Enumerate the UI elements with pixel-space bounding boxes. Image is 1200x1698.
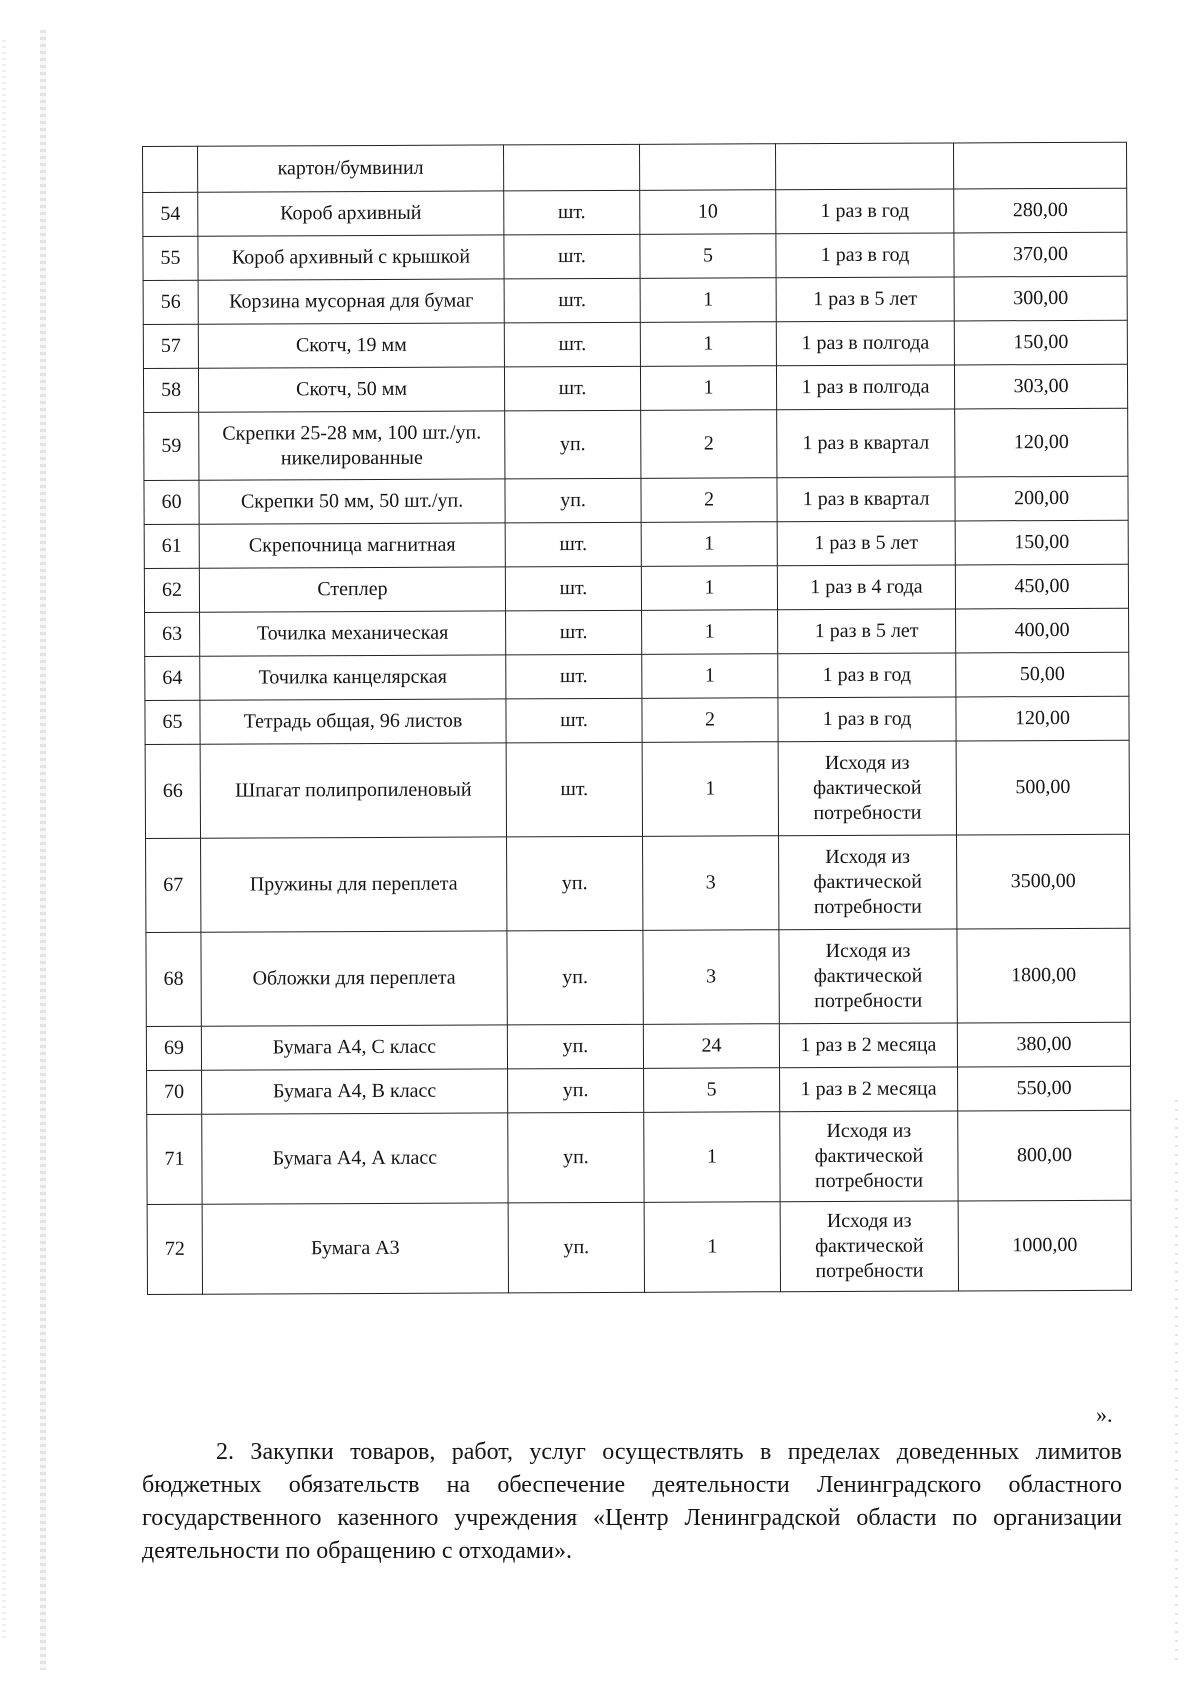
cell-unit: шт. [504,190,640,235]
cell-unit: уп. [505,410,641,479]
cell-quantity: 1 [641,566,777,611]
cell-item-name: Скрепки 25-28 мм, 100 шт./уп. никелированные [199,411,505,480]
cell-number: 61 [144,524,199,568]
cell-frequency: Исходя из фактической потребности [779,929,957,1024]
cell-item-name: Бумага А4, С класс [201,1025,507,1070]
paragraph-2: 2. Закупки товаров, работ, услуг осуществлять в пределах доведенных лимитов бюджетных обязательств на обеспечение деятельности Ленинградского областного государственного казенного учреждения «Центр Ленинградской области по организации деятельности по обращению с отходами». [142,1439,1122,1564]
cell-quantity: 5 [640,234,776,279]
cell-item-name: Тетрадь общая, 96 листов [200,699,506,744]
cell-price: 500,00 [956,740,1129,835]
cell-unit: уп. [508,1068,644,1113]
cell-price: 150,00 [954,320,1127,365]
cell-number: 57 [143,324,198,368]
cell-unit: шт. [506,742,642,837]
cell-number: 58 [143,368,198,412]
cell-price: 120,00 [956,696,1129,741]
table-row [145,652,1129,700]
cell-item-name: Бумага А4, А класс [202,1113,508,1204]
cell-price: 800,00 [958,1110,1131,1201]
cell-frequency: Исходя из фактической потребности [778,741,956,836]
cell-unit: шт. [506,654,642,699]
cell-item-name: Степлер [199,567,505,612]
cell-number: 69 [146,1026,201,1070]
table-row [147,1066,1131,1114]
cell-number: 54 [143,192,198,236]
cell-price: 380,00 [957,1022,1130,1067]
cell-quantity: 10 [640,190,776,235]
table-row [143,364,1127,412]
cell-unit: шт. [504,322,640,367]
cell-frequency: Исходя из фактической потребности [780,1111,958,1202]
cell-unit: шт. [504,234,640,279]
cell-item-name: Пружины для переплета [201,837,507,932]
cell-unit: шт. [504,278,640,323]
table-row [144,408,1128,480]
cell-unit: уп. [505,478,641,523]
table-row [146,928,1130,1026]
cell-item-name: Шпагат полипропиленовый [200,743,506,838]
cell-frequency: 1 раз в квартал [777,409,955,478]
cell-quantity: 1 [642,610,778,655]
cell-unit: уп. [507,930,643,1025]
cell-frequency: Исходя из фактической потребности [780,1201,958,1292]
cell-frequency: 1 раз в 4 года [777,565,955,610]
cell-quantity: 1 [641,522,777,567]
cell-item-name: Точилка механическая [200,611,506,656]
table-row [147,1110,1131,1204]
cell-item-name: Скрепки 50 мм, 50 шт./уп. [199,479,505,524]
cell-frequency: 1 раз в полгода [776,321,954,366]
cell-price: 50,00 [956,652,1129,697]
cell-unit: уп. [508,1112,644,1203]
cell-number [143,146,198,192]
cell-quantity: 1 [640,366,776,411]
cell-quantity: 1 [640,278,776,323]
cell-unit: шт. [505,522,641,567]
cell-unit: уп. [508,1202,644,1293]
cell-item-name: Корзина мусорная для бумаг [198,279,504,324]
table-row [144,476,1128,524]
cell-quantity: 1 [644,1202,780,1293]
scan-shadow-left [40,30,46,1670]
table-row [147,1200,1131,1294]
cell-quantity: 2 [641,478,777,523]
cell-item-name: Точилка канцелярская [200,655,506,700]
cell-quantity [639,144,775,191]
cell-unit: уп. [507,1024,643,1069]
table-row [143,276,1127,324]
cell-unit [503,144,639,191]
table-row [145,740,1129,838]
cell-price: 1000,00 [958,1200,1131,1291]
cell-item-name: Короб архивный с крышкой [198,235,504,280]
cell-item-name: Бумага А3 [202,1203,508,1294]
supplies-table-body [143,142,1132,1294]
closing-quote: ». [1096,1402,1113,1427]
cell-frequency: 1 раз в год [778,697,956,742]
table-row [144,564,1128,612]
cell-frequency: 1 раз в 5 лет [778,609,956,654]
cell-item-name: Скотч, 19 мм [198,323,504,368]
table-row [144,520,1128,568]
cell-price: 150,00 [955,520,1128,565]
table-row [143,232,1127,280]
cell-number: 56 [143,280,198,324]
cell-frequency: 1 раз в 2 месяца [779,1023,957,1068]
cell-price: 1800,00 [957,928,1130,1023]
table-row [143,320,1127,368]
cell-number: 60 [144,480,199,524]
cell-quantity: 2 [642,698,778,743]
cell-number: 66 [145,744,200,838]
cell-quantity: 1 [640,322,776,367]
supplies-table [142,142,1132,1295]
cell-unit: шт. [504,366,640,411]
cell-frequency: Исходя из фактической потребности [779,835,957,930]
scan-edge-left [2,40,6,1640]
cell-item-name: Скотч, 50 мм [198,367,504,412]
cell-frequency [775,143,953,190]
table-row [145,608,1129,656]
cell-frequency: 1 раз в год [776,233,954,278]
table-row-continuation [143,142,1127,192]
cell-number: 72 [147,1204,202,1294]
table-row [146,834,1130,932]
cell-item-name: Обложки для переплета [201,931,507,1026]
cell-quantity: 3 [643,836,779,931]
table-row [146,1022,1130,1070]
cell-item-name: Короб архивный [198,191,504,236]
cell-price [953,142,1126,189]
cell-price: 120,00 [955,408,1128,477]
cell-quantity: 2 [641,410,777,479]
table-row [143,188,1127,236]
cell-unit: шт. [506,698,642,743]
cell-item-name: картон/бумвинил [198,145,504,192]
cell-price: 370,00 [954,232,1127,277]
cell-number: 59 [144,412,199,480]
cell-number: 64 [145,656,200,700]
cell-number: 71 [147,1114,202,1204]
cell-number: 68 [146,932,201,1026]
cell-frequency: 1 раз в год [778,653,956,698]
cell-price: 450,00 [955,564,1128,609]
cell-number: 70 [147,1070,202,1114]
cell-quantity: 3 [643,930,779,1025]
cell-quantity: 5 [644,1068,780,1113]
cell-number: 65 [145,700,200,744]
cell-price: 400,00 [956,608,1129,653]
cell-price: 200,00 [955,476,1128,521]
cell-item-name: Бумага А4, В класс [202,1069,508,1114]
cell-unit: шт. [506,610,642,655]
cell-price: 550,00 [958,1066,1131,1111]
cell-price: 280,00 [954,188,1127,233]
cell-frequency: 1 раз в 5 лет [776,277,954,322]
cell-price: 300,00 [954,276,1127,321]
cell-frequency: 1 раз в 5 лет [777,521,955,566]
cell-frequency: 1 раз в полгода [776,365,954,410]
table-row [145,696,1129,744]
cell-unit: уп. [507,836,643,931]
cell-price: 3500,00 [957,834,1130,929]
cell-quantity: 1 [642,654,778,699]
cell-number: 63 [145,612,200,656]
cell-item-name: Скрепочница магнитная [199,523,505,568]
cell-unit: шт. [505,566,641,611]
cell-frequency: 1 раз в квартал [777,477,955,522]
cell-quantity: 1 [644,1112,780,1203]
cell-number: 67 [146,838,201,932]
cell-quantity: 24 [643,1024,779,1069]
cell-frequency: 1 раз в 2 месяца [780,1067,958,1112]
scan-shadow-right [1175,1100,1178,1660]
cell-price: 303,00 [954,364,1127,409]
cell-frequency: 1 раз в год [776,189,954,234]
cell-quantity: 1 [642,742,778,837]
cell-number: 62 [144,568,199,612]
cell-number: 55 [143,236,198,280]
